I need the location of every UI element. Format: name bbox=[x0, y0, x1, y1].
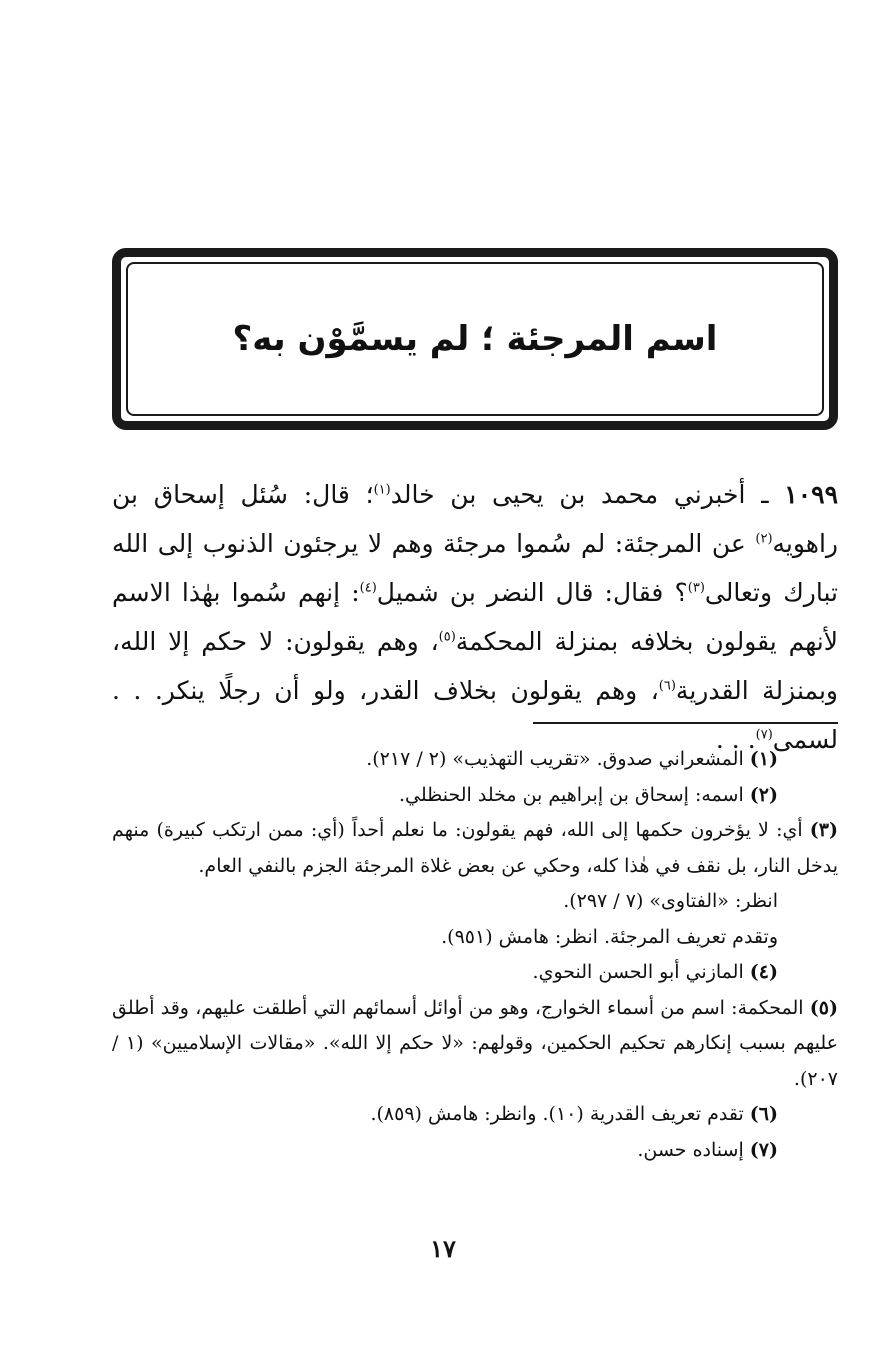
footnote-reference: (١) bbox=[373, 482, 391, 498]
footnote-reference: (٧) bbox=[755, 727, 773, 743]
footnote-label: (٥) bbox=[809, 996, 838, 1019]
title-frame bbox=[112, 248, 838, 430]
footnote-text: المحكمة: اسم من أسماء الخوارج، وهو من أوائل أسمائهم التي أطلقت عليهم، وقد أطلق عليهم بسبب إنكارهم تحكيم الحكمين، وقولهم: «لا حكم إلا الله». «مقالات الإسلاميين» (١ / ٢٠٧). bbox=[112, 996, 838, 1090]
paragraph-text: عن المرجئة: لم سُموا مرجئة وهم لا يرجئون الذنوب إلى الله تبارك وتعالى bbox=[112, 529, 838, 607]
paragraph-text: . . . bbox=[715, 725, 756, 754]
footnote bbox=[112, 813, 838, 884]
chapter-title: اسم المرجئة ؛ لم يسمَّوْن به؟ bbox=[232, 319, 718, 359]
paragraph-text: ؛ قال: سُئل إسحاق بن راهويه bbox=[112, 480, 838, 558]
footnote-reference: (٢) bbox=[755, 531, 773, 547]
footnote-text: وتقدم تعريف المرجئة. انظر: هامش (٩٥١). bbox=[441, 925, 778, 948]
paragraph-text: أخبرني محمد بن يحيى بن خالد bbox=[390, 480, 746, 509]
footnote-reference: (٣) bbox=[687, 580, 705, 596]
footnote-text: أي: لا يؤخرون حكمها إلى الله، فهم يقولون: ما نعلم أحداً (أي: ممن ارتكب كبيرة) منهم يدخل النار، بل نقف في هٰذا كله، وحكي عن بعض غلاة المرجئة الجزم بالنفي العام. bbox=[112, 819, 838, 877]
page-number: ١٧ bbox=[430, 1234, 456, 1263]
paragraph-text: : إنهم سُموا بهٰذا الاسم لأنهم يقولون بخلافه بمنزلة المحكمة bbox=[112, 578, 838, 656]
report-number-dash: ـ bbox=[745, 480, 785, 509]
main-paragraph bbox=[112, 470, 838, 764]
footnotes bbox=[112, 742, 838, 1168]
footnote bbox=[112, 742, 838, 778]
footnote-text: تقدم تعريف القدرية (١٠). وانظر: هامش (٨٥٩). bbox=[370, 1103, 750, 1125]
footnote bbox=[112, 1133, 838, 1169]
paragraph-text: ، وهم يقولون بخلاف القدر، ولو أن رجلًا ينكر. . . لسمى bbox=[112, 676, 838, 754]
footnote-text: المازني أبو الحسن النحوي. bbox=[532, 961, 750, 983]
footnote bbox=[112, 955, 838, 991]
footnote bbox=[112, 778, 838, 814]
footnote bbox=[112, 1097, 838, 1133]
footnote-text: المشعراني صدوق. «تقريب التهذيب» (٢ / ٢١٧). bbox=[366, 748, 750, 770]
footnote-label: (٦) bbox=[749, 1103, 778, 1125]
paragraph-text: ؟ فقال: قال النضر بن شميل bbox=[376, 578, 688, 607]
report-number: ١٠٩٩ bbox=[784, 480, 838, 509]
footnote-label: (٢) bbox=[749, 783, 778, 806]
footnote bbox=[112, 920, 838, 956]
title-frame-inner bbox=[126, 262, 824, 416]
footnote-label: (٤) bbox=[749, 961, 778, 983]
footnote-reference: (٦) bbox=[658, 678, 676, 694]
footnote-text: انظر: «الفتاوى» (٧ / ٢٩٧). bbox=[563, 890, 778, 912]
footnote-label: (٣) bbox=[809, 819, 838, 841]
footnote-label: (٧) bbox=[749, 1138, 778, 1161]
footnote-text: اسمه: إسحاق بن إبراهيم بن مخلد الحنظلي. bbox=[398, 783, 750, 806]
footnote-separator bbox=[533, 722, 838, 724]
footnote-reference: (٥) bbox=[438, 629, 456, 645]
footnote bbox=[112, 884, 838, 920]
footnote bbox=[112, 991, 838, 1098]
footnote-label: (١) bbox=[749, 748, 778, 770]
footnote-text: إسناده حسن. bbox=[637, 1138, 750, 1161]
paragraph-text: ، وهم يقولون: لا حكم إلا الله، وبمنزلة القدرية bbox=[112, 627, 838, 705]
footnote-reference: (٤) bbox=[359, 580, 377, 596]
